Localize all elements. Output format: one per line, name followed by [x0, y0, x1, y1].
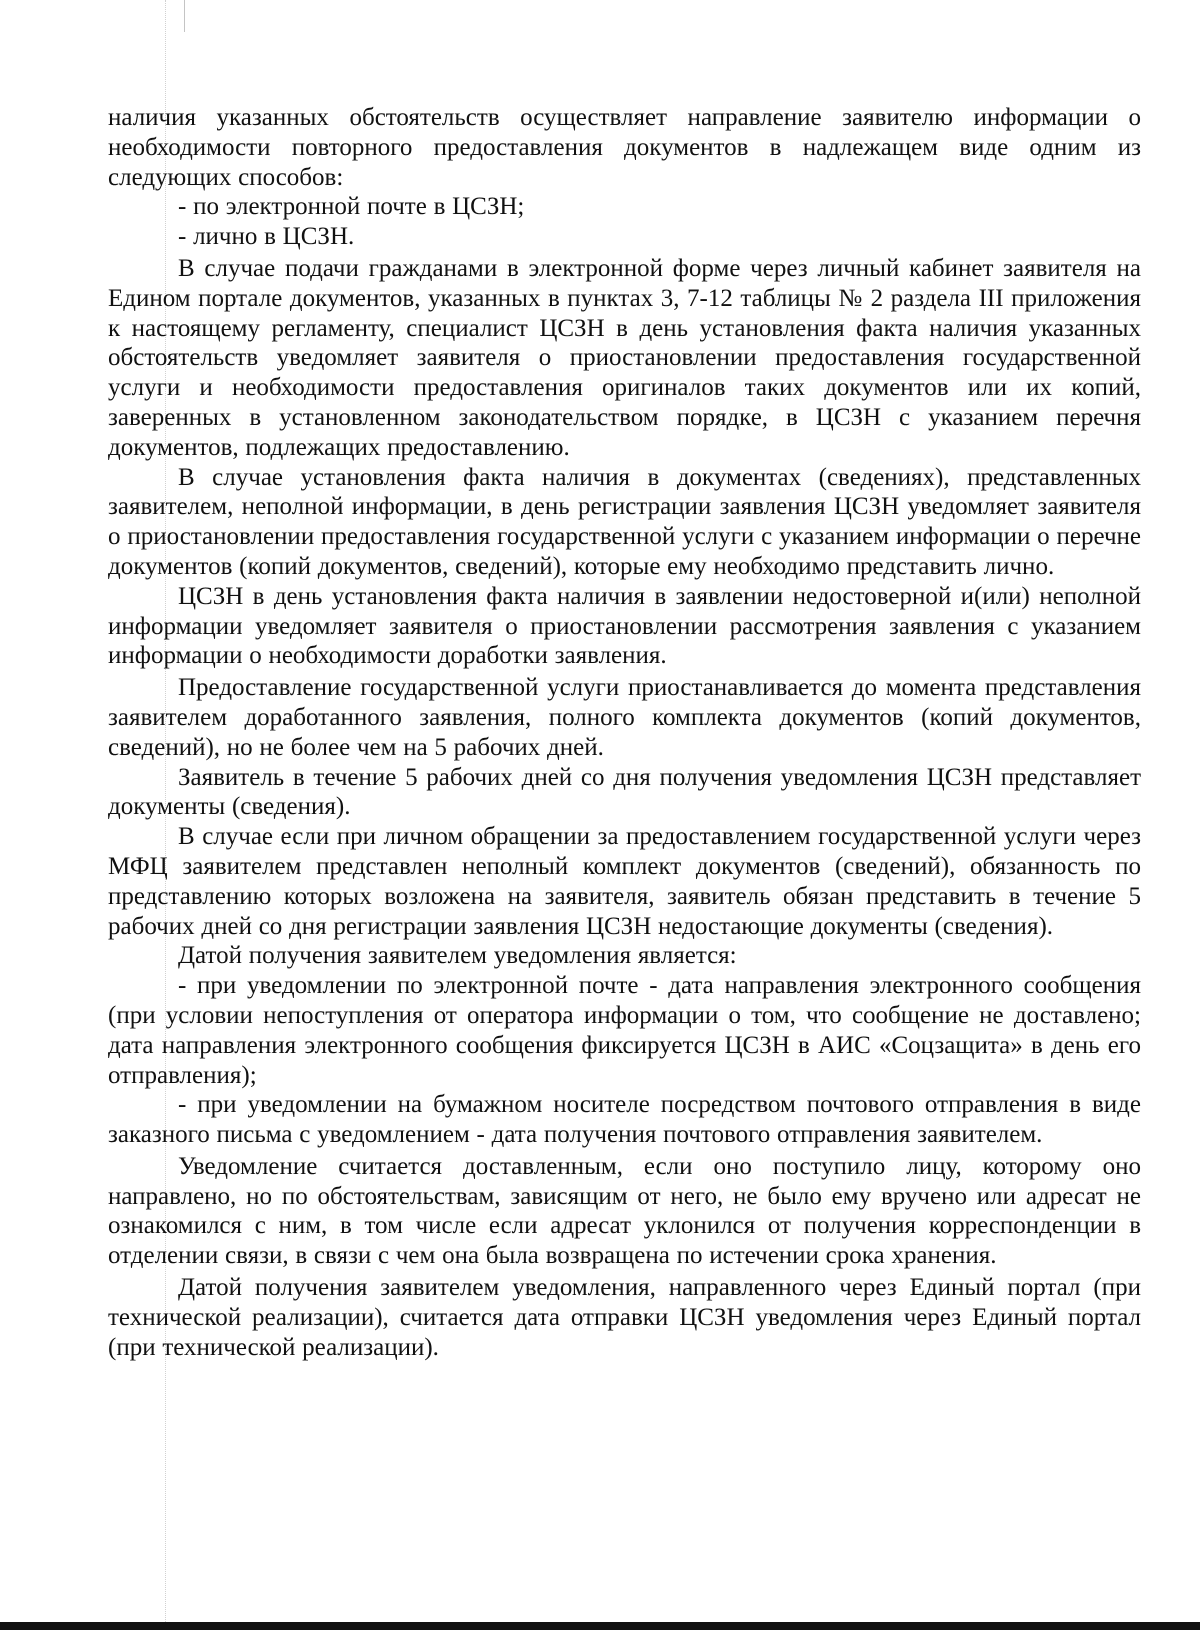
paragraph-10: Датой получения заявителем уведомления является:: [178, 942, 737, 970]
paragraph-14: Датой получения заявителем уведомления, направленного через Единый портал (при технической реализации), считается дата отправки ЦСЗН уведомления через Единый портал (при технической реализации).: [108, 1274, 1141, 1361]
paragraph-1: наличия указанных обстоятельств осуществляет направление заявителю информации о необходимости повторного предоставления документов в надлежащем виде одним из следующих способов:: [108, 104, 1141, 191]
scan-bottom-edge: [0, 1622, 1200, 1630]
paragraph-6: ЦСЗН в день установления факта наличия в заявлении недостоверной и(или) неполной информации уведомляет заявителя о приостановлении рассмотрения заявления с указанием информации о необходимости доработки заявления.: [108, 582, 1141, 670]
paragraph-12: - при уведомлении на бумажном носителе посредством почтового отправления в виде заказного письма с уведомлением - дата получения почтового отправления заявителем.: [108, 1091, 1141, 1149]
paragraph-4: В случае подачи гражданами в электронной форме через личный кабинет заявителя на Едином портале документов, указанных в пунктах 3, 7-12 таблицы № 2 раздела III приложения к настоящему регламенту, специалист ЦСЗН в день установления факта наличия указанных обстоятельств уведомляет заявителя о приостановлении предоставления государственной услуги и необходимости предоставления оригиналов таких документов или их копий, заверенных в установленном законодательством порядке, в ЦСЗН с указанием перечня документов, подлежащих предоставлению.: [108, 254, 1141, 461]
paragraph-5: В случае установления факта наличия в документах (сведениях), представленных заявителем, неполной информации, в день регистрации заявления ЦСЗН уведомляет заявителя о приостановлении предоставления государственной услуги с указанием информации о перечне документов (копий документов, сведений), которые ему необходимо представить лично.: [108, 463, 1141, 580]
paragraph-13: Уведомление считается доставленным, если оно поступило лицу, которому оно направлено, но по обстоятельствам, зависящим от него, не было ему вручено или адресат не ознакомился с ним, в том числе если адресат уклонился от получения корреспонденции в отделении связи, в связи с чем она была возвращена по истечении срока хранения.: [108, 1152, 1141, 1270]
paragraph-9: В случае если при личном обращении за предоставлением государственной услуги через МФЦ заявителем представлен неполный комплект документов (сведений), обязанность по представлению которых возложена на заявителя, заявитель обязан представить в течение 5 рабочих дней со дня регистрации заявления ЦСЗН недостающие документы (сведения).: [108, 823, 1141, 940]
paragraph-7: Предоставление государственной услуги приостанавливается до момента представления заявителем доработанного заявления, полного комплекта документов (копий документов, сведений), но не более чем на 5 рабочих дней.: [108, 674, 1141, 761]
document-body: [108, 103, 1141, 1362]
paragraph-3: - лично в ЦСЗН.: [178, 223, 355, 251]
paragraph-8: Заявитель в течение 5 рабочих дней со дня получения уведомления ЦСЗН представляет документы (сведения).: [108, 763, 1141, 821]
paragraph-2: - по электронной почте в ЦСЗН;: [178, 193, 525, 221]
paragraph-11: - при уведомлении по электронной почте - дата направления электронного сообщения (при условии непоступления от оператора информации о том, что сообщение не доставлено; дата направления электронного сообщения фиксируется ЦСЗН в АИС «Соцзащита» в день его отправления);: [108, 972, 1141, 1089]
scan-mark: [184, 0, 185, 32]
